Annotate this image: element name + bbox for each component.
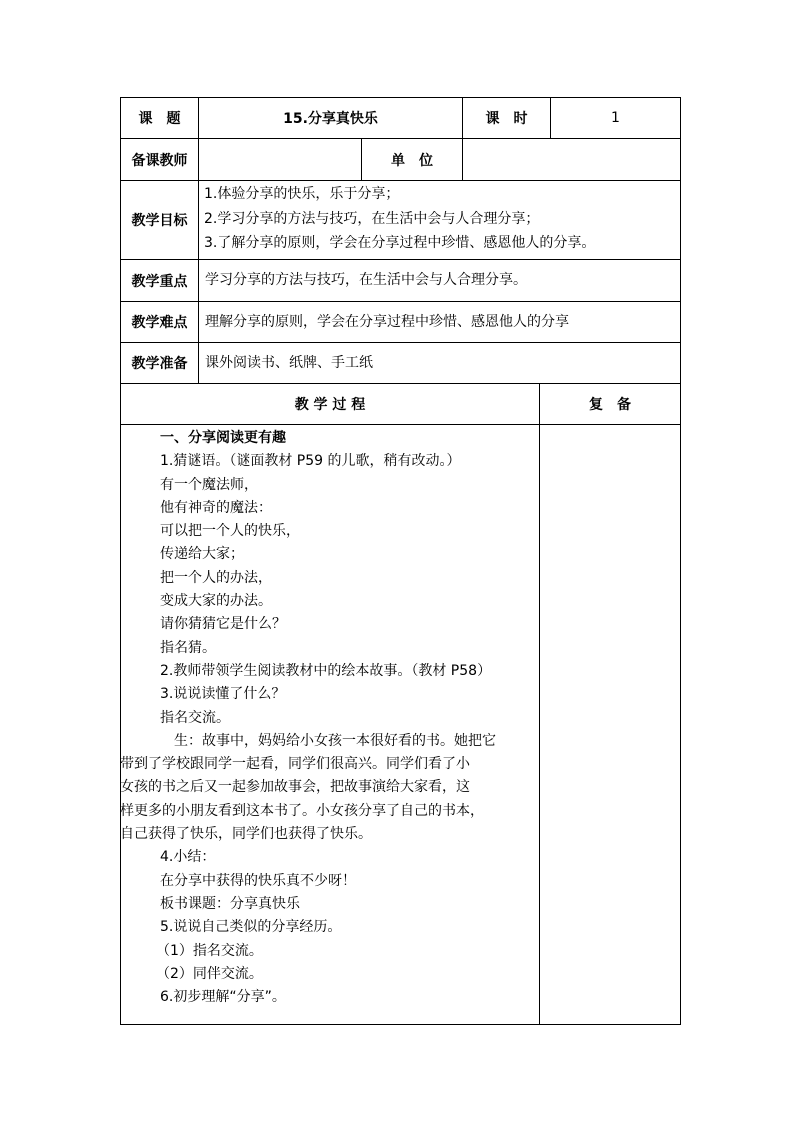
process-line: 指名交流。 <box>160 709 230 726</box>
unit-value <box>463 139 680 180</box>
key-points-value: 学习分享的方法与技巧，在生活中会与人合理分享。 <box>205 272 527 288</box>
row-divider <box>120 180 681 181</box>
process-line: 他有神奇的魔法： <box>160 499 272 516</box>
process-header: 教 学 过 程 <box>294 397 366 413</box>
review-header: 复 备 <box>589 397 631 413</box>
process-line: （1）指名交流。 <box>156 942 263 959</box>
process-line: 3.说说读懂了什么？ <box>160 686 286 703</box>
process-line: 板书课题：分享真快乐 <box>160 895 300 912</box>
goals-list <box>204 182 674 256</box>
teacher-label: 备课教师 <box>131 152 188 169</box>
difficulties-label: 教学难点 <box>131 315 188 331</box>
process-content <box>120 427 530 1009</box>
table-border-bottom <box>120 1024 681 1025</box>
difficulties-value: 理解分享的原则，学会在分享过程中珍惜、感恩他人的分享 <box>205 314 569 330</box>
process-line: 在分享中获得的快乐真不少呀！ <box>160 872 356 889</box>
process-line: 有一个魔法师， <box>160 476 258 493</box>
process-line: 1.猜谜语。（谜面教材 P59 的儿歌，稍有改动。） <box>160 453 461 470</box>
goal-item: 1.体验分享的快乐，乐于分享； <box>204 186 400 202</box>
process-line: 把一个人的办法， <box>160 569 272 586</box>
process-line: 6.初步理解“分享”。 <box>160 989 286 1006</box>
goal-item: 2.学习分享的方法与技巧，在生活中会与人合理分享； <box>204 210 540 227</box>
topic-label: 课 题 <box>138 111 181 127</box>
key-points-label: 教学重点 <box>131 273 188 290</box>
process-line: 可以把一个人的快乐， <box>160 523 300 540</box>
unit-label: 单 位 <box>391 152 433 169</box>
goals-label: 教学目标 <box>131 213 188 229</box>
table-border-right <box>680 97 681 1025</box>
story-line: 样更多的小朋友看到这本书了。小女孩分享了自己的书本， <box>120 802 484 819</box>
preparation-value: 课外阅读书、纸牌、手工纸 <box>205 355 373 371</box>
period-label: 课 时 <box>485 111 528 127</box>
story-line: 女孩的书之后又一起参加故事会，把故事演给大家看，这 <box>120 779 470 796</box>
period-value: 1 <box>611 110 620 126</box>
process-line: （2）同伴交流。 <box>156 965 263 982</box>
row-divider <box>120 424 681 425</box>
topic-value: 15.分享真快乐 <box>283 111 378 127</box>
story-line: 生：故事中，妈妈给小女孩一本很好看的书。她把它 <box>160 732 496 749</box>
process-line: 请你猜猜它是什么？ <box>160 616 286 633</box>
section-heading: 一、分享阅读更有趣 <box>160 430 286 446</box>
story-line: 自己获得了快乐，同学们也获得了快乐。 <box>120 826 372 843</box>
teacher-value <box>199 139 361 180</box>
process-line: 5.说说自己类似的分享经历。 <box>160 919 342 936</box>
process-line: 2.教师带领学生阅读教材中的绘本故事。（教材 P58） <box>160 662 492 679</box>
story-line: 带到了学校跟同学一起看，同学们很高兴。同学们看了小 <box>120 756 470 773</box>
goal-item: 3.了解分享的原则，学会在分享过程中珍惜、感恩他人的分享。 <box>204 235 596 251</box>
process-column-divider <box>539 383 540 1025</box>
preparation-label: 教学准备 <box>131 356 188 372</box>
process-line: 4.小结： <box>160 849 216 866</box>
process-line: 变成大家的办法。 <box>160 593 272 610</box>
process-line: 指名猜。 <box>160 639 216 656</box>
process-line: 传递给大家； <box>160 546 244 563</box>
